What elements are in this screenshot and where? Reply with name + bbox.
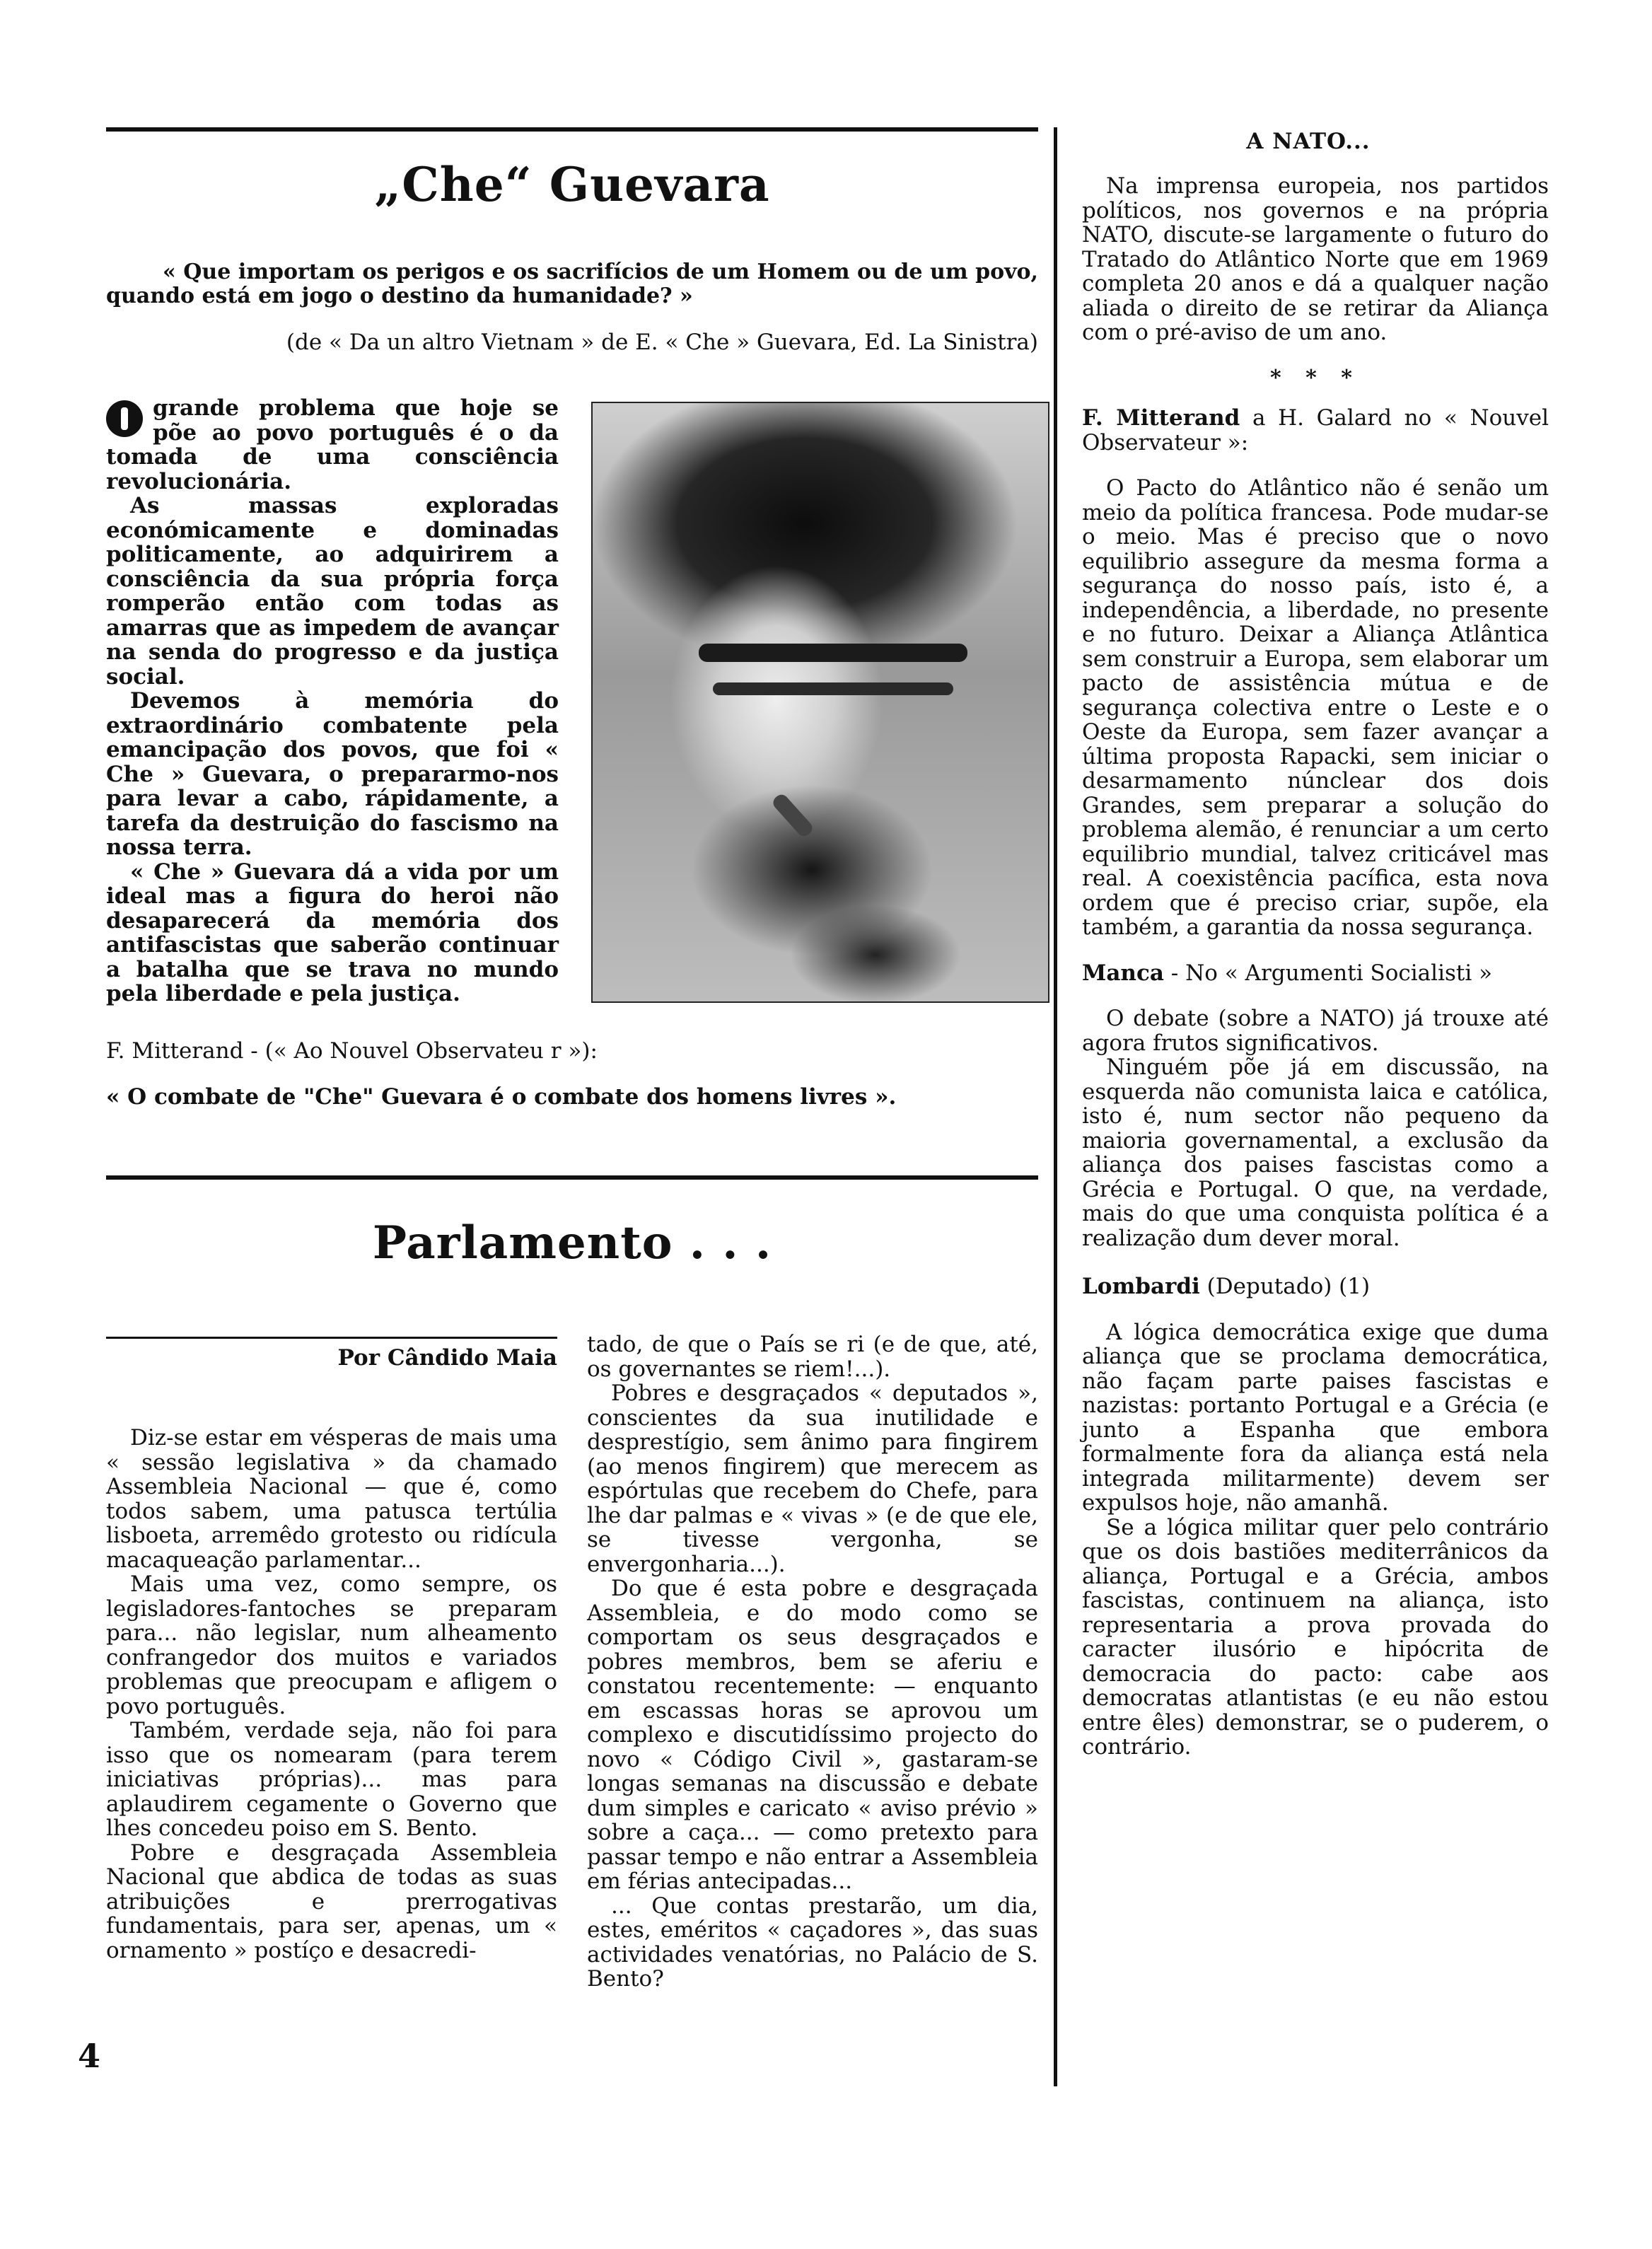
che-epigraph: « Que importam os perigos e os sacrifícios de um Homem ou de um povo, quando está em jogo o destino da humanidade? » bbox=[106, 260, 1038, 308]
nato-manca-paragraph-2: Ninguém põe já em discussão, na esquerda não comunista laica e católica, isto é, num sector não pequeno da maioria governamental, a exclusão da aliança dos paises fascistas como a Grécia e Portugal. O que, na verdade, mais do que uma conquista política é a realização dum dever moral. bbox=[1082, 1054, 1549, 1251]
parlamento-column-2 bbox=[587, 1332, 1038, 1992]
photo-eye-shade bbox=[713, 682, 953, 695]
nato-mitterrand-source: a H. Galard no « Nouvel Observateur »: bbox=[1082, 405, 1549, 455]
che-mitterand-attribution: F. Mitterand - (« Ao Nouvel Observateu r »): bbox=[106, 1038, 598, 1064]
parlamento-col1-paragraph-1: Diz-se estar em vésperas de mais uma « sessão legislativa » da chamado Assembleia Nacional — que é, como todos sabem, uma patusca tertúlia lisboeta, arremêdo grotesto ou ridícula macaqueação parlamentar... bbox=[106, 1425, 557, 1573]
nato-mitterrand-text: O Pacto do Atlântico não é senão um meio da política francesa. Pode mudar-se o meio. Mas é preciso que o novo equilibrio assegure da mesma forma a segurança do nosso país, isto é, a independência, a liberdade, no presente e no futuro. Deixar a Aliança Atlântica sem construir a Europa, sem elaborar um pacto de assistência mútua e de segurança colectiva entre o Leste e o Oeste da Europa, sem fazer avançar a última proposta Rapacki, sem iniciar o desarmamento núnclear dos dois Grandes, sem preparar a solução do problema alemão, é renunciar a um certo equilibrio mundial, talvez criticável mas real. A coexistência pacífica, esta nova ordem que é preciso criar, supõe, ela também, a garantia da nossa segurança. bbox=[1082, 475, 1549, 940]
photo-cigar bbox=[770, 792, 815, 839]
che-paragraph-3: Devemos à memória do extraordinário combatente pela emancipação dos povos, que foi « Che » Guevara, o prepararmo-nos para levar a cabo, rápidamente, a tarefa da destruição do fascismo na nossa terra. bbox=[106, 688, 559, 860]
parlamento-col2-paragraph-4: ... Que contas prestarão, um dia, estes, eméritos « caçadores », das suas actividades venatórias, no Palácio de S. Bento? bbox=[587, 1893, 1038, 1992]
drop-cap-o bbox=[106, 400, 143, 437]
nato-manca-paragraph-1: O debate (sobre a NATO) já trouxe até agora frutos significativos. bbox=[1082, 1006, 1549, 1056]
parlamento-col1-paragraph-4: Pobre e desgraçada Assembleia Nacional que abdica de todas as suas atribuições e prerrogativas fundamentais, para ser, apenas, um « ornamento » postíço e desacredi- bbox=[106, 1840, 557, 1963]
che-article-body bbox=[106, 396, 559, 1006]
nato-lombardi-paragraph-1: A lógica democrática exige que duma aliança que se proclama democrática, não façam parte paises fascistas e nazistas: portanto Portugal e a Grécia (e junto a Espanha que embora formalmente fora da aliança está nela integrada militarmente) devem ser expulsos hoje, não amanhã. bbox=[1082, 1319, 1549, 1516]
nato-separator-stars: * * * bbox=[1270, 365, 1361, 390]
parlamento-col1-paragraph-2: Mais uma vez, como sempre, os legisladores-fantoches se preparam para... não legislar, num alheamento confrangedor dos muitos e variados problemas que preocupam e afligem o povo português. bbox=[106, 1571, 557, 1719]
nato-manca-heading bbox=[1082, 961, 1549, 986]
che-paragraph-2: As massas exploradas económicamente e dominadas politicamente, ao adquirirem a consciência da sua própria força romperão então com todas as amarras que as impedem de avançar na senda do progresso e da justiça social. bbox=[106, 493, 559, 690]
parlamento-col2-paragraph-2: Pobres e desgraçados « deputados », conscientes da sua inutilidade e desprestígio, sem ânimo para fingirem (ao menos fingirem) que merecem as espórtulas que recebem do Chefe, para lhe dar palmas e « vivas » (e de que ele, se tivesse vergonha, se envergonharia...). bbox=[587, 1381, 1038, 1577]
page-number: 4 bbox=[78, 2037, 101, 2075]
nato-manca-source: - No « Argumenti Socialisti » bbox=[1163, 960, 1493, 986]
parlamento-column-1 bbox=[106, 1426, 557, 1963]
nato-mitterrand-heading bbox=[1082, 406, 1549, 455]
parlamento-title: Parlamento . . . bbox=[372, 1216, 772, 1269]
parlamento-col2-paragraph-3: Do que é esta pobre e desgraçada Assembleia, e do modo como se comportam os seus desgraçados e pobres membros, bem se aferiu e constatou recentemente: — enquanto em escassas horas se aprovou um complexo e discutidíssimo projecto do novo « Código Civil », gastaram-se longas semanas na discussão e debate dum simples e caricato « aviso prévio » sobre a caça... — como pretexto para passar tempo e não entrar a Assembleia em férias antecipadas... bbox=[587, 1576, 1038, 1894]
parlamento-left-rule bbox=[106, 1337, 557, 1339]
nato-mitterrand-name: F. Mitterand bbox=[1082, 405, 1240, 431]
photo-brow-shade bbox=[699, 644, 967, 662]
top-rule bbox=[106, 127, 1038, 132]
che-epigraph-source: (de « Da un altro Vietnam » de E. « Che » Guevara, Ed. La Sinistra) bbox=[286, 330, 1038, 355]
che-paragraph-1: grande problema que hoje se põe ao povo português é o da tomada de uma consciência revolucionária. bbox=[106, 395, 559, 494]
che-mitterand-quote: « O combate de "Che" Guevara é o combate dos homens livres ». bbox=[106, 1084, 897, 1110]
parlamento-col1-paragraph-3: Também, verdade seja, não foi para isso que os nomearam (para terem iniciativas próprias)... mas para aplaudirem cegamente o Governo que lhes concedeu poiso em S. Bento. bbox=[106, 1718, 557, 1841]
che-paragraph-4: « Che » Guevara dá a vida por um ideal mas a figura do heroi não desaparecerá da memória dos antifascistas que saberão continuar a batalha que se trava no mundo pela liberdade e pela justiça. bbox=[106, 859, 559, 1006]
nato-lombardi-paragraph-2: Se a lógica militar quer pelo contrário que os dois bastiões mediterrânicos da aliança, Portugal e a Grécia, ambos fascistas, continuem na aliança, isto representaria a prova provada do caracter ilusório e hipócrita de democracia do pacto: cabe aos democratas atlantistas (e eu não estou entre êles) demonstrar, se o puderem, o contrário. bbox=[1082, 1514, 1549, 1760]
section-rule bbox=[106, 1175, 1038, 1180]
nato-manca-name: Manca bbox=[1082, 960, 1164, 986]
nato-lombardi-heading bbox=[1082, 1274, 1549, 1299]
parlamento-byline: Por Cândido Maia bbox=[337, 1345, 557, 1371]
che-guevara-photo bbox=[591, 402, 1049, 1003]
nato-intro: Na imprensa europeia, nos partidos políticos, nos governos e na própria NATO, discute-se largamente o futuro do Tratado do Atlântico Norte que em 1969 completa 20 anos e dá a qualquer nação aliada o direito de se retirar da Aliança com o pré-aviso de um ano. bbox=[1082, 173, 1549, 345]
nato-sidebar bbox=[1082, 174, 1549, 1760]
nato-lombardi-source: (Deputado) (1) bbox=[1199, 1274, 1371, 1299]
che-title: „Che“ Guevara bbox=[374, 157, 770, 212]
parlamento-col2-paragraph-1: tado, de que o País se ri (e de que, até, os governantes se riem!...). bbox=[587, 1332, 1038, 1382]
column-divider bbox=[1054, 127, 1057, 2086]
nato-title: A NATO... bbox=[1246, 129, 1371, 154]
nato-lombardi-name: Lombardi bbox=[1082, 1274, 1200, 1299]
